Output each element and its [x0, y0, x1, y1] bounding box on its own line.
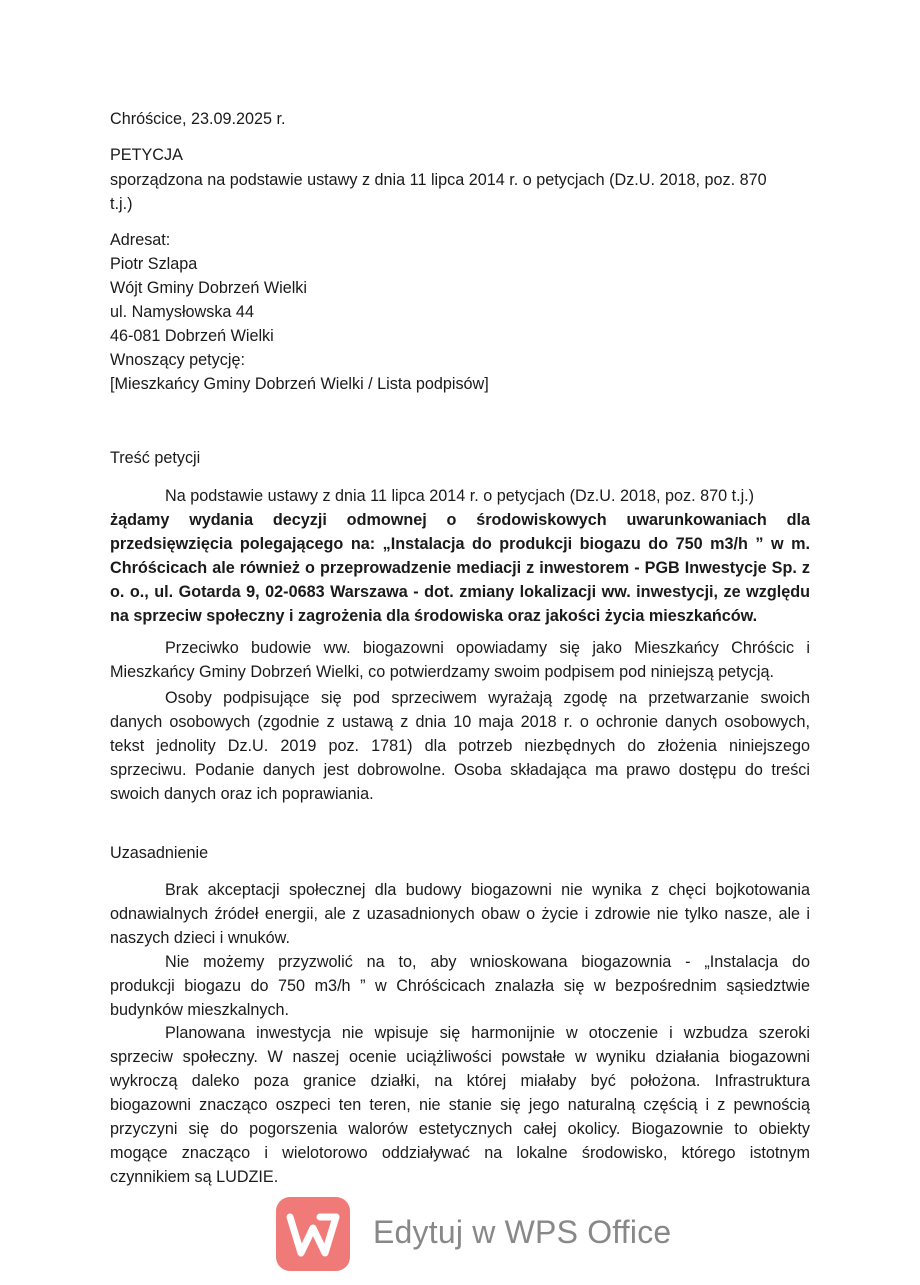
demand-line: żądamy wydania decyzji odmownej o środowiskowych uwarunkowaniach dla — [110, 511, 810, 529]
content-paragraph-3 — [110, 686, 810, 806]
paragraph-line: sprzeciwu. Podanie danych jest dobrowolne. Osoba składająca ma prawo dostępu do treści — [110, 761, 810, 779]
paragraph-line: przyczyni się do pogorszenia walorów estetycznych całej okolicy. Biogazownie to obiekty — [110, 1120, 810, 1138]
petitioner-label: Wnoszący petycję: — [110, 351, 245, 369]
petitioner-value: [Mieszkańcy Gminy Dobrzeń Wielki / Lista podpisów] — [110, 375, 489, 393]
addressee-street: ul. Namysłowska 44 — [110, 303, 254, 321]
paragraph-line: mogące znacząco i wielotorowo oddziaływać na lokalne środowisko, którego istotnym — [110, 1144, 810, 1162]
paragraph-line: danych osobowych (zgodnie z ustawą z dnia 10 maja 2018 r. o ochronie danych osobowych, — [110, 713, 810, 731]
paragraph-line: Brak akceptacji społecznej dla budowy biogazowni nie wynika z chęci bojkotowania — [165, 881, 810, 899]
paragraph-line: Mieszkańcy Gminy Dobrzeń Wielki, co potwierdzamy swoim podpisem pod niniejszą petycją. — [110, 663, 774, 681]
justification-paragraph-2 — [110, 950, 810, 1022]
paragraph-line: Osoby podpisujące się pod sprzeciwem wyrażają zgodę na przetwarzanie swoich — [165, 689, 810, 707]
paragraph-line: swoich danych oraz ich poprawiania. — [110, 785, 374, 803]
paragraph-line: odnawialnych źródeł energii, ale z uzasadnionych obaw o życie i zdrowie nie tylko nasze, ale i — [110, 905, 810, 923]
petition-demand — [110, 508, 810, 628]
justification-paragraph-1 — [110, 878, 810, 950]
paragraph-line: sprzeciw społeczny. W naszej ocenie uciążliwości powstałe w wyniku działania biogazowni — [110, 1048, 810, 1066]
wps-edit-banner[interactable] — [276, 1197, 676, 1271]
place-date: Chróścice, 23.09.2025 r. — [110, 110, 286, 128]
addressee-name: Piotr Szlapa — [110, 255, 198, 273]
demand-line: przedsięwzięcia polegającego na: „Instalacja do produkcji biogazu do 750 m3/h ” w m. — [110, 535, 810, 553]
legal-basis-continued: t.j.) — [110, 195, 133, 213]
paragraph-line: Przeciwko budowie ww. biogazowni opowiadamy się jako Mieszkańcy Chróścic i — [165, 639, 810, 657]
wps-logo-icon — [276, 1197, 350, 1271]
paragraph-line: czynnikiem są LUDZIE. — [110, 1168, 279, 1186]
paragraph-line: Nie możemy przyzwolić na to, aby wnioskowana biogazownia - „Instalacja do — [165, 953, 810, 971]
paragraph-line: naszych dzieci i wnuków. — [110, 929, 290, 947]
legal-basis: sporządzona na podstawie ustawy z dnia 11 lipca 2014 r. o petycjach (Dz.U. 2018, poz. 870 — [110, 171, 767, 189]
justification-paragraph-3 — [110, 1021, 810, 1189]
addressee-city: 46-081 Dobrzeń Wielki — [110, 327, 274, 345]
justification-heading: Uzasadnienie — [110, 844, 209, 862]
paragraph-line: Planowana inwestycja nie wpisuje się harmonijnie w otoczenie i wzbudza szeroki — [165, 1024, 810, 1042]
addressee-label: Adresat: — [110, 231, 171, 249]
paragraph-line: biogazowni znacząco oszpeci ten teren, nie stanie się jego naturalną częścią i z pewnością — [110, 1096, 810, 1114]
paragraph-line: budynków mieszkalnych. — [110, 1001, 290, 1019]
content-intro: Na podstawie ustawy z dnia 11 lipca 2014 r. o petycjach (Dz.U. 2018, poz. 870 t.j.) — [165, 487, 755, 505]
paragraph-line: wykroczą daleko poza granice działki, na której miałaby być położona. Infrastruktura — [110, 1072, 810, 1090]
demand-line: na sprzeciw społeczny i zagrożenia dla środowiska oraz jakości życia mieszkańców. — [110, 607, 758, 625]
content-paragraph-2 — [110, 636, 810, 684]
document-title: PETYCJA — [110, 146, 183, 164]
wps-edit-label[interactable]: Edytuj w WPS Office — [373, 1214, 672, 1250]
addressee-position: Wójt Gminy Dobrzeń Wielki — [110, 279, 307, 297]
paragraph-line: tekst jednolity Dz.U. 2019 poz. 1781) dla potrzeb niezbędnych do złożenia niniejszego — [110, 737, 810, 755]
demand-line: o. o., ul. Gotarda 9, 02-0683 Warszawa - dot. zmiany lokalizacji ww. inwestycji, ze względu — [110, 583, 810, 601]
paragraph-line: produkcji biogazu do 750 m3/h ” w Chróścicach znalazła się w bezpośrednim sąsiedztwie — [110, 977, 810, 995]
content-heading: Treść petycji — [110, 449, 201, 467]
demand-line: Chróścicach ale również o przeprowadzenie mediacji z inwestorem - PGB Inwestycje Sp. z — [110, 559, 810, 577]
